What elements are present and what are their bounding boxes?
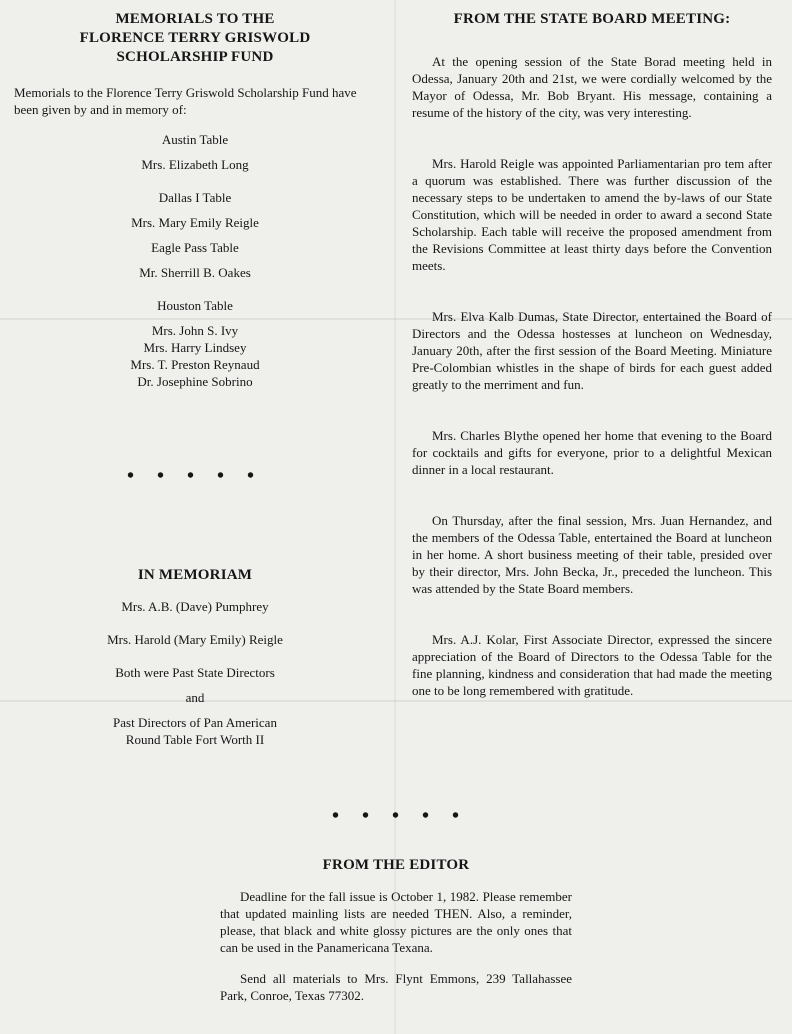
editor-paragraph: Send all materials to Mrs. Flynt Emmons, 239 Tallahassee Park, Conroe, Texas 77302.	[220, 971, 572, 1003]
memorials-heading: MEMORIALS TO THE FLORENCE TERRY GRISWOLD SCHOLARSHIP FUND	[79, 11, 311, 65]
memoriam-note: Past Directors of Pan American	[113, 715, 277, 730]
section-divider-dots: • • • • •	[331, 805, 468, 827]
memorial-table-name: Dallas I Table	[158, 190, 232, 205]
article-paragraph: At the opening session of the State Borad meeting held in Odessa, January 20th and 21st, we were cordially welcomed by the Mayor of Odessa, Mr. Bob Bryant. His message, containing a resume of the history of the city, was very interesting.	[412, 54, 772, 120]
memorial-table-name: Austin Table	[161, 132, 229, 147]
memoriam-note: Round Table Fort Worth II	[125, 732, 265, 747]
memorial-name: Mrs. Harry Lindsey	[143, 340, 247, 355]
memorial-table-name: Eagle Pass Table	[151, 240, 239, 255]
section-divider-dots: • • • • •	[126, 465, 263, 487]
article-paragraph: Mrs. A.J. Kolar, First Associate Director, expressed the sincere appreciation of the Board of Directors to the Odessa Table for the fine planning, kindness and consideration that had made the meeting one to be long remembered with gratitude.	[412, 632, 772, 698]
memorial-name: Mr. Sherrill B. Oakes	[139, 265, 251, 280]
right-column	[412, 10, 772, 699]
memorial-name: Mrs. John S. Ivy	[151, 323, 239, 338]
memorial-name: Mrs. Elizabeth Long	[141, 157, 249, 172]
memorial-name: Mrs. T. Preston Reynaud	[130, 357, 260, 372]
memorial-table-name: Houston Table	[157, 298, 233, 313]
memorial-name: Dr. Josephine Sobrino	[137, 374, 253, 389]
article-paragraph: Mrs. Harold Reigle was appointed Parliamentarian pro tem after a quorum was established. There was further discussion of the necessary steps to be undertaken to amend the by-laws of our State Constitution, which will be needed in order to award a second State Scholarship. Each table will receive the proposed amendment from the Revisions Committee at least thirty days before the Convention meets.	[412, 156, 772, 273]
memoriam-heading: IN MEMORIAM	[137, 567, 253, 583]
editor-heading: FROM THE EDITOR	[322, 857, 470, 873]
memoriam-name: Mrs. A.B. (Dave) Pumphrey	[121, 599, 269, 614]
memorial-name: Mrs. Mary Emily Reigle	[131, 215, 259, 230]
article-paragraph: On Thursday, after the final session, Mrs. Juan Hernandez, and the members of the Odessa Table, entertained the Board at luncheon in her home. A short business meeting of their table, presided over by their director, Mrs. John Becka, Jr., preceded the luncheon. This was attended by the State Board members.	[412, 513, 772, 596]
memoriam-list	[14, 598, 376, 748]
memoriam-note: Both were Past State Directors	[115, 665, 275, 680]
memoriam-note: and	[185, 690, 205, 705]
article-paragraph: Mrs. Charles Blythe opened her home that evening to the Board for cocktails and gifts for everyone, prior to a delightful Mexican dinner in a local restaurant.	[412, 428, 772, 477]
memoriam-name: Mrs. Harold (Mary Emily) Reigle	[107, 632, 283, 647]
editor-section	[220, 856, 572, 1018]
editor-paragraph: Deadline for the fall issue is October 1, 1982. Please remember that updated mainling lists are needed THEN. Also, a reminder, please, that black and white glossy pictures are the only ones that can be used in the Panamericana Texana.	[220, 889, 572, 955]
article-paragraph: Mrs. Elva Kalb Dumas, State Director, entertained the Board of Directors and the Odessa hostesses at luncheon on Wednesday, January 20th, after the first session of the Board Meeting. Miniature Pre-Colombian whistles in the shape of birds for each guest added greatly to the merriment and fun.	[412, 309, 772, 392]
left-column	[14, 10, 376, 748]
memorials-intro: Memorials to the Florence Terry Griswold Scholarship Fund have been given by and in memory of:	[14, 85, 357, 117]
state-board-heading: FROM THE STATE BOARD MEETING:	[453, 11, 731, 27]
memorial-list	[14, 131, 376, 390]
